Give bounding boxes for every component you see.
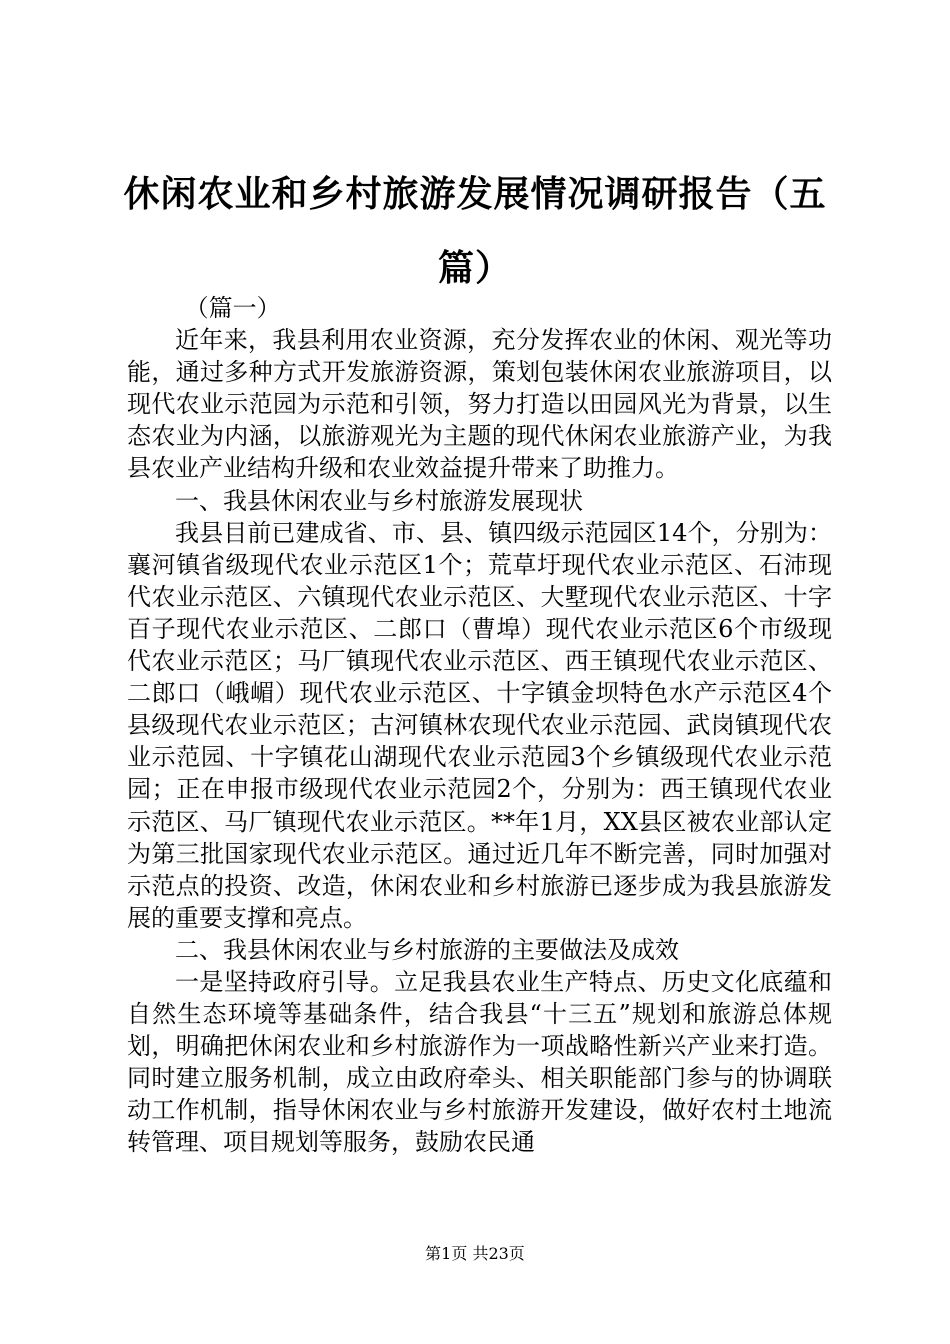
paragraph-intro: 近年来，我县利用农业资源，充分发挥农业的休闲、观光等功能，通过多种方式开发旅游资源，策划包装休闲农业旅游项目，以现代农业示范园为示范和引领，努力打造以田园风光为背景，以生态农业为内涵，以旅游观光为主题的现代休闲农业旅游产业，为我县农业产业结构升级和农业效益提升带来了助推力。	[127, 326, 832, 483]
section-heading-1: 一、我县休闲农业与乡村旅游发展现状	[175, 486, 583, 515]
paragraph-measures: 一是坚持政府引导。立足我县农业生产特点、历史文化底蕴和自然生态环境等基础条件，结合我县“十三五”规划和旅游总体规划，明确把休闲农业和乡村旅游作为一项战略性新兴产业来打造。同时建立服务机制，成立由政府牵头、相关职能部门参与的协调联动工作机制，指导休闲农业与乡村旅游开发建设，做好农村土地流转管理、项目规划等服务，鼓励农民通	[127, 967, 832, 1157]
page-footer: 第1页 共23页	[425, 1244, 525, 1263]
section-heading-2: 二、我县休闲农业与乡村旅游的主要做法及成效	[175, 935, 679, 964]
section-label: （篇一）	[184, 294, 281, 322]
paragraph-status: 我县目前已建成省、市、县、镇四级示范园区14个，分别为：襄河镇省级现代农业示范区1个；荒草圩现代农业示范区、石沛现代农业示范区、六镇现代农业示范区、大墅现代农业示范区、十字百子现代农业示范区、二郎口（曹埠）现代农业示范区6个市级现代农业示范区；马厂镇现代农业示范区、西王镇现代农业示范区、二郎口（峨嵋）现代农业示范区、十字镇金坝特色水产示范区4个县级现代农业示范区；古河镇林农现代农业示范园、武岗镇现代农业示范园、十字镇花山湖现代农业示范园3个乡镇级现代农业示范园；正在申报市级现代农业示范园2个，分别为：西王镇现代农业示范区、马厂镇现代农业示范区。**年1月，XX县区被农业部认定为第三批国家现代农业示范区。通过近几年不断完善，同时加强对示范点的投资、改造，休闲农业和乡村旅游已逐步成为我县旅游发展的重要支撑和亮点。	[127, 518, 832, 932]
document-body	[127, 292, 832, 1159]
document-title: 休闲农业和乡村旅游发展情况调研报告（五篇）	[123, 173, 827, 289]
